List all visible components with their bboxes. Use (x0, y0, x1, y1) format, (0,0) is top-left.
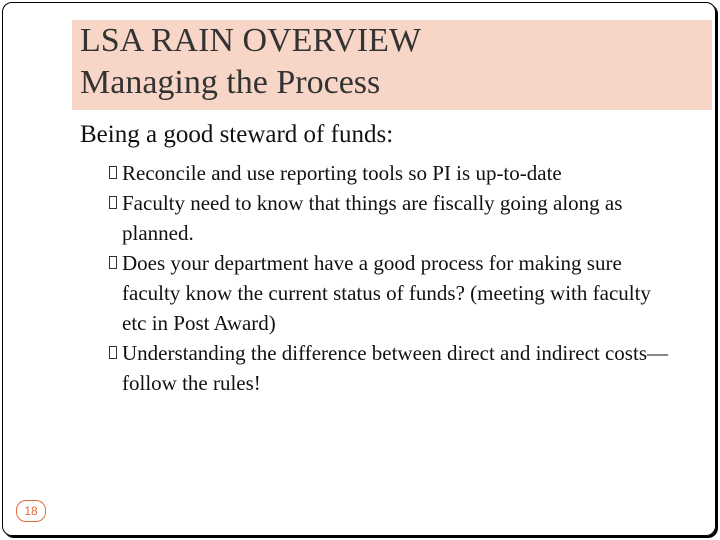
body-heading: Being a good steward of funds: (80, 121, 394, 148)
bullet-list (109, 158, 679, 398)
bullet-box-icon (109, 346, 117, 359)
bullet-text: Understanding the difference between direct and indirect costs—follow the rules! (122, 341, 668, 395)
bullet-item (109, 158, 679, 188)
slide-number-badge: 18 (16, 500, 46, 522)
bullet-item (109, 248, 679, 338)
bullet-text: Faculty need to know that things are fiscally going along as planned. (122, 191, 623, 245)
bullet-item (109, 338, 679, 398)
bullet-item (109, 188, 679, 248)
bullet-box-icon (109, 256, 117, 269)
bullet-box-icon (109, 196, 117, 209)
bullet-text: Reconcile and use reporting tools so PI is up-to-date (122, 161, 562, 185)
slide-subtitle: Managing the Process (80, 64, 381, 101)
bullet-box-icon (109, 166, 117, 179)
slide-title: LSA RAIN OVERVIEW (80, 22, 422, 59)
bullet-text: Does your department have a good process for making sure faculty know the current status of funds? (meeting with faculty etc in Post Award) (122, 251, 651, 335)
